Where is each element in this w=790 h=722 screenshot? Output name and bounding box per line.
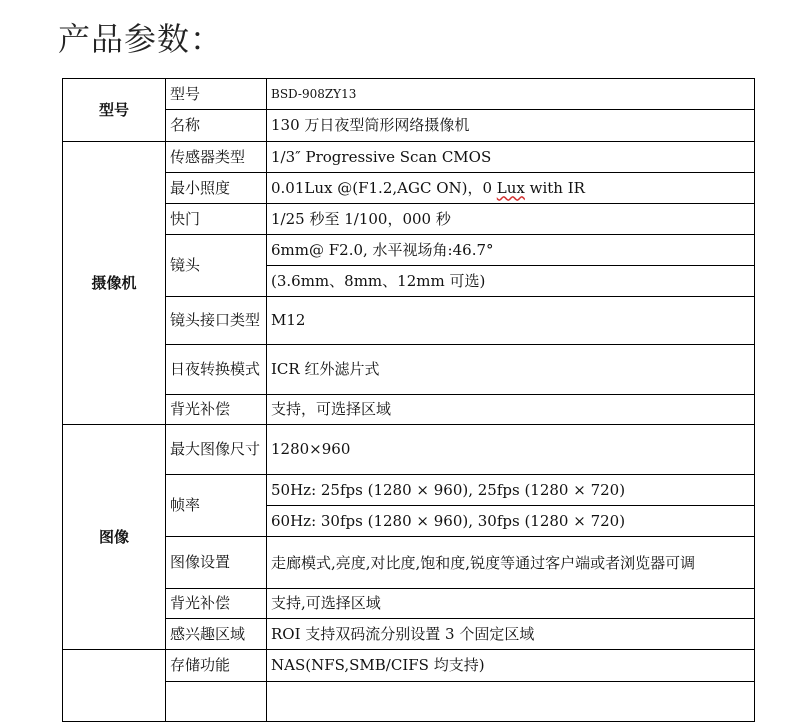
table-row	[63, 425, 755, 475]
section-model: 型号	[63, 79, 166, 142]
row-label-lens: 镜头	[166, 235, 267, 297]
spec-table	[62, 78, 755, 722]
page-title: 产品参数：	[58, 20, 224, 58]
row-value-model: BSD-908ZY13	[267, 79, 755, 110]
row-value-cutoff	[267, 682, 755, 722]
section-image: 图像	[63, 425, 166, 650]
row-label-day-night: 日夜转换模式	[166, 345, 267, 395]
table-row	[63, 142, 755, 173]
row-value-shutter: 1/25 秒至 1/100，000 秒	[267, 204, 755, 235]
row-value-lens-1: 6mm@ F2.0, 水平视场角:46.7°	[267, 235, 755, 266]
row-value-frame-rate-2: 60Hz: 30fps (1280 × 960), 30fps (1280 × 720)	[267, 506, 755, 537]
section-camera: 摄像机	[63, 142, 166, 425]
row-value-day-night: ICR 红外滤片式	[267, 345, 755, 395]
table-row	[63, 173, 755, 204]
row-value-backlight-2: 支持,可选择区域	[267, 589, 755, 619]
row-label-backlight-2: 背光补偿	[166, 589, 267, 619]
row-value-sensor: 1/3″ Progressive Scan CMOS	[267, 142, 755, 173]
table-row	[63, 619, 755, 650]
table-row	[63, 204, 755, 235]
row-value-max-resolution: 1280×960	[267, 425, 755, 475]
row-label-cutoff	[166, 682, 267, 722]
table-row	[63, 79, 755, 110]
table-row	[63, 650, 755, 682]
row-value-name: 130 万日夜型筒形网络摄像机	[267, 110, 755, 142]
illumination-wavy: Lux	[496, 178, 525, 197]
row-label-frame-rate: 帧率	[166, 475, 267, 537]
row-value-backlight: 支持，可选择区域	[267, 395, 755, 425]
row-value-min-illumination	[267, 173, 755, 204]
row-value-image-settings: 走廊模式,亮度,对比度,饱和度,锐度等通过客户端或者浏览器可调	[267, 537, 755, 589]
row-label-name: 名称	[166, 110, 267, 142]
row-label-max-resolution: 最大图像尺寸	[166, 425, 267, 475]
table-row	[63, 235, 755, 266]
row-label-image-settings: 图像设置	[166, 537, 267, 589]
illumination-prefix: 0.01Lux @(F1.2,AGC ON)，0	[271, 178, 497, 197]
row-label-shutter: 快门	[166, 204, 267, 235]
row-value-lens-mount: M12	[267, 297, 755, 345]
row-value-frame-rate-1: 50Hz: 25fps (1280 × 960), 25fps (1280 × 720)	[267, 475, 755, 506]
row-value-lens-2: (3.6mm、8mm、12mm 可选)	[267, 266, 755, 297]
row-value-storage: NAS(NFS,SMB/CIFS 均支持)	[267, 650, 755, 682]
table-row	[63, 110, 755, 142]
row-label-min-illumination: 最小照度	[166, 173, 267, 204]
table-row	[63, 297, 755, 345]
row-value-roi: ROI 支持双码流分别设置 3 个固定区域	[267, 619, 755, 650]
table-row	[63, 537, 755, 589]
row-label-roi: 感兴趣区域	[166, 619, 267, 650]
row-label-sensor: 传感器类型	[166, 142, 267, 173]
illumination-suffix: with IR	[524, 178, 585, 197]
table-row	[63, 475, 755, 506]
row-label-lens-mount: 镜头接口类型	[166, 297, 267, 345]
row-label-model: 型号	[166, 79, 267, 110]
table-row	[63, 345, 755, 395]
table-row	[63, 589, 755, 619]
table-row	[63, 395, 755, 425]
row-label-backlight: 背光补偿	[166, 395, 267, 425]
row-label-storage: 存储功能	[166, 650, 267, 682]
section-storage	[63, 650, 166, 722]
table-row	[63, 682, 755, 722]
